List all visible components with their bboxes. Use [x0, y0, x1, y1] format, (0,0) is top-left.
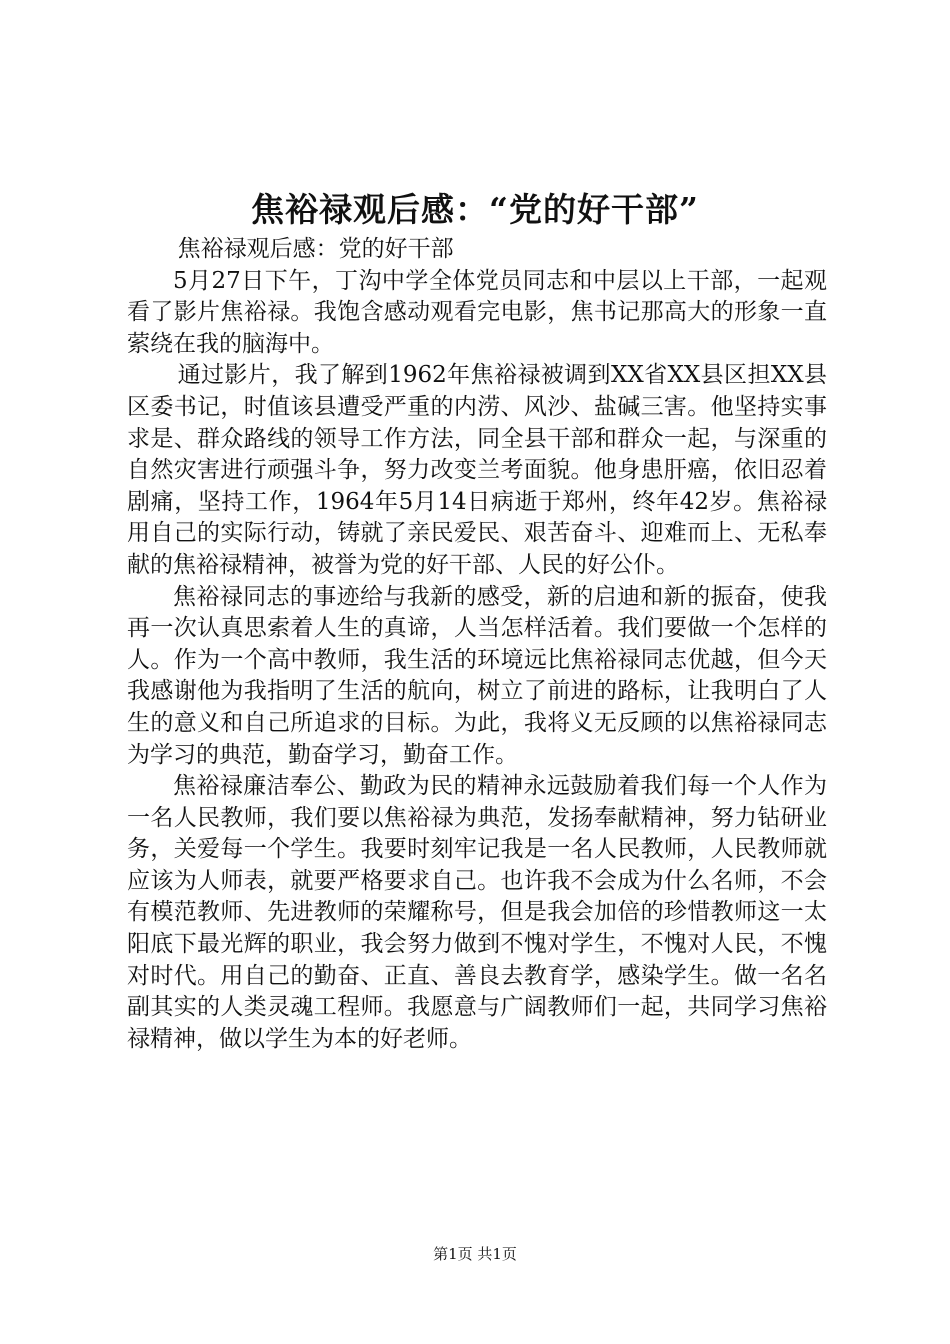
page-number-footer: 第1页 共1页: [433, 1245, 517, 1263]
document-body: [127, 234, 827, 1055]
document-title: 焦裕禄观后感：“党的好干部”: [251, 190, 699, 229]
paragraph-1: 5月27日下午，丁沟中学全体党员同志和中层以上干部，一起观看了影片焦裕禄。我饱含感动观看完电影，焦书记那高大的形象一直萦绕在我的脑海中。: [127, 267, 827, 357]
paragraph-4: 焦裕禄廉洁奉公、勤政为民的精神永远鼓励着我们每一个人作为一名人民教师，我们要以焦裕禄为典范，发扬奉献精神，努力钻研业务，关爱每一个学生。我要时刻牢记我是一名人民教师，人民教师就应该为人师表，就要严格要求自己。也许我不会成为什么名师，不会有模范教师、先进教师的荣耀称号，但是我会加倍的珍惜教师这一太阳底下最光辉的职业，我会努力做到不愧对学生，不愧对人民，不愧对时代。用自己的勤奋、正直、善良去教育学，感染学生。做一名名副其实的人类灵魂工程师。我愿意与广阔教师们一起，共同学习焦裕禄精神，做以学生为本的好老师。: [127, 773, 827, 1052]
paragraph-2: 通过影片，我了解到1962年焦裕禄被调到XX省XX县区担XX县区委书记，时值该县遭受严重的内涝、风沙、盐碱三害。他坚持实事求是、群众路线的领导工作方法，同全县干部和群众一起，与深重的自然灾害进行顽强斗争，努力改变兰考面貌。他身患肝癌，依旧忍着剧痛，坚持工作，1964年5月14日病逝于郑州，终年42岁。焦裕禄用自己的实际行动，铸就了亲民爱民、艰苦奋斗、迎难而上、无私奉献的焦裕禄精神，被誉为党的好干部、人民的好公仆。: [127, 362, 827, 578]
document-subtitle: 焦裕禄观后感：党的好干部: [177, 236, 454, 262]
paragraph-3: 焦裕禄同志的事迹给与我新的感受，新的启迪和新的振奋，使我再一次认真思索着人生的真谛，人当怎样活着。我们要做一个怎样的人。作为一个高中教师，我生活的环境远比焦裕禄同志优越，但今天我感谢他为我指明了生活的航向，树立了前进的路标，让我明白了人生的意义和自己所追求的目标。为此，我将义无反顾的以焦裕禄同志为学习的典范，勤奋学习，勤奋工作。: [127, 583, 827, 768]
